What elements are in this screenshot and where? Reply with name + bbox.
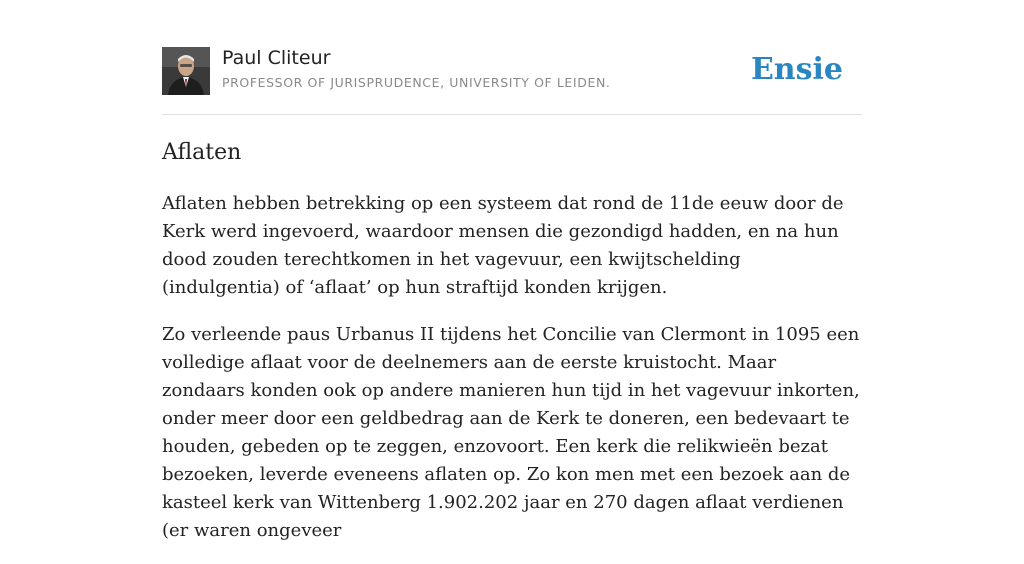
author-header (162, 46, 862, 115)
article-paragraph: Aflaten hebben betrekking op een systeem dat rond de 11de eeuw door de Kerk werd ingevoerd, waardoor mensen die gezondigd hadden, en na hun dood zouden terechtkomen in het vagevuur, een kwijtschelding (indulgentia) of ‘aflaat’ op hun straftijd konden krijgen. (162, 193, 844, 298)
author-name[interactable]: Paul Cliteur (222, 47, 331, 69)
article-paragraph: Zo verleende paus Urbanus II tijdens het Concilie van Clermont in 1095 een volledige aflaat voor de deelnemers aan de eerste kruistocht. Maar zondaars konden ook op andere manieren hun tijd in het vagevuur inkorten, onder meer door een geldbedrag aan de Kerk te doneren, een bedevaart te houden, gebeden op te zeggen, enzovoort. Een kerk die relikwieën bezat bezoeken, leverde eveneens aflaten op. Zo kon men met een bezoek aan de kasteel kerk van Wittenberg 1.902.202 jaar en 270 dagen aflaat verdienen (er waren ongeveer (162, 324, 860, 541)
article-body (162, 190, 862, 564)
author-portrait-icon (162, 47, 210, 95)
article-title: Aflaten (162, 140, 242, 165)
ensie-logo[interactable]: Ensie (750, 52, 843, 87)
author-role: PROFESSOR OF JURISPRUDENCE, UNIVERSITY OF LEIDEN. (222, 75, 611, 90)
author-avatar[interactable] (162, 47, 210, 95)
